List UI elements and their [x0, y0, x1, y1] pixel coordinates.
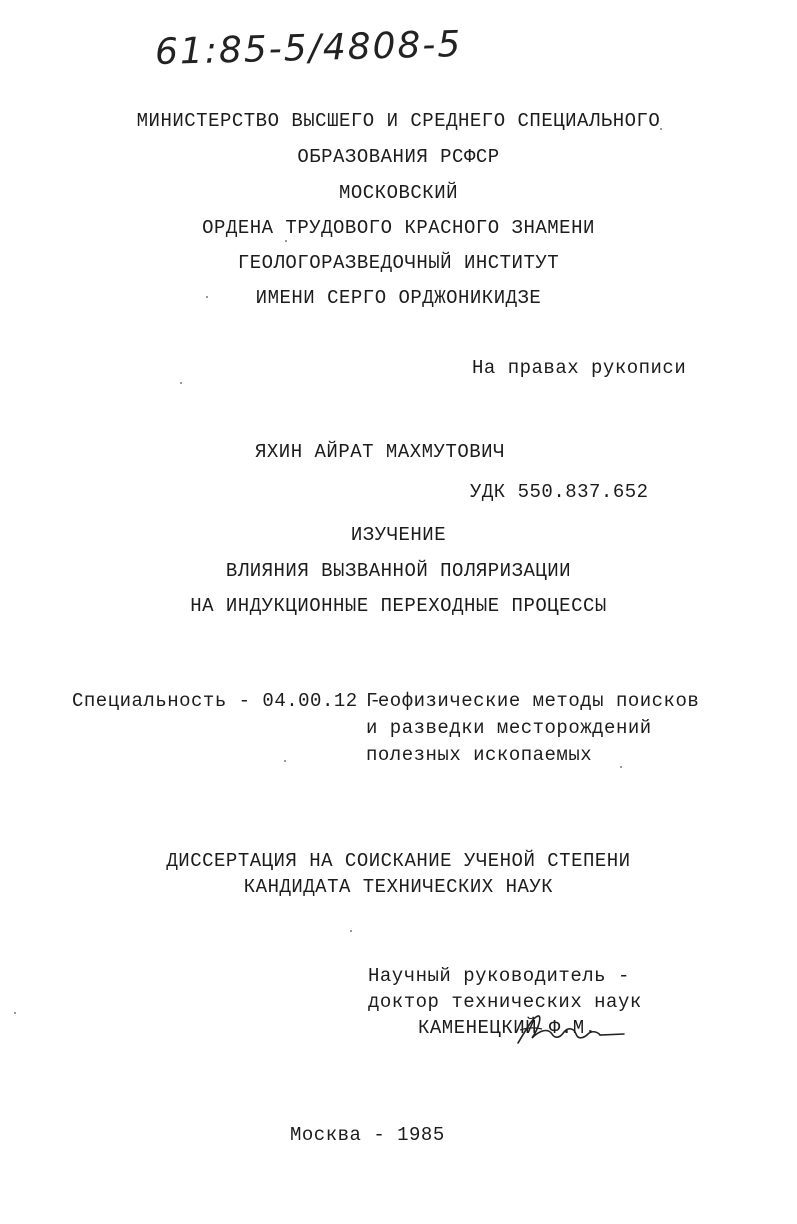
manuscript-rights: На правах рукописи [472, 357, 687, 379]
dissertation-line-2: КАНДИДАТА ТЕХНИЧЕСКИХ НАУК [243, 876, 554, 898]
institution-line-1: МИНИСТЕРСТВО ВЫСШЕГО И СРЕДНЕГО СПЕЦИАЛЬНОГО [136, 110, 661, 132]
title-line-1: ИЗУЧЕНИЕ [350, 524, 447, 546]
supervisor-degree: доктор технических наук [368, 991, 642, 1013]
author-name: ЯХИН АЙРАТ МАХМУТОВИЧ [255, 441, 505, 463]
supervisor-title: Научный руководитель - [368, 965, 630, 987]
specialty-line-1: Геофизические методы поисков [366, 690, 700, 712]
scan-speck [620, 766, 622, 768]
scan-speck [660, 128, 662, 130]
specialty-label: Специальность - 04.00.12 - [72, 690, 382, 712]
archive-code-handwritten: 61:85-5/4808-5 [154, 23, 463, 74]
author-signature [512, 1010, 627, 1050]
institution-line-2: ОБРАЗОВАНИЯ РСФСР [297, 146, 500, 168]
scan-speck [206, 296, 208, 298]
institution-line-4: ОРДЕНА ТРУДОВОГО КРАСНОГО ЗНАМЕНИ [202, 217, 595, 239]
scan-speck [350, 930, 352, 932]
dissertation-line-1: ДИССЕРТАЦИЯ НА СОИСКАНИЕ УЧЕНОЙ СТЕПЕНИ [166, 850, 631, 872]
scan-speck [284, 760, 286, 762]
institution-line-3: МОСКОВСКИЙ [338, 182, 459, 204]
scan-speck [180, 382, 182, 384]
place-year: Москва - 1985 [290, 1124, 445, 1146]
supervisor-name: КАМЕНЕЦКИЙ Ф.М. [418, 1017, 597, 1039]
institution-line-6: ИМЕНИ СЕРГО ОРДЖОНИКИДЗЕ [255, 287, 542, 309]
institution-line-5: ГЕОЛОГОРАЗВЕДОЧНЫЙ ИНСТИТУТ [237, 252, 560, 274]
udc-code: УДК 550.837.652 [470, 481, 649, 503]
title-line-2: ВЛИЯНИЯ ВЫЗВАННОЙ ПОЛЯРИЗАЦИИ [225, 560, 572, 582]
specialty-line-3: полезных ископаемых [366, 744, 593, 766]
scan-speck [14, 1012, 16, 1014]
title-line-3: НА ИНДУКЦИОННЫЕ ПЕРЕХОДНЫЕ ПРОЦЕССЫ [190, 595, 607, 617]
specialty-line-2: и разведки месторождений [366, 717, 652, 739]
scan-speck [285, 240, 287, 242]
